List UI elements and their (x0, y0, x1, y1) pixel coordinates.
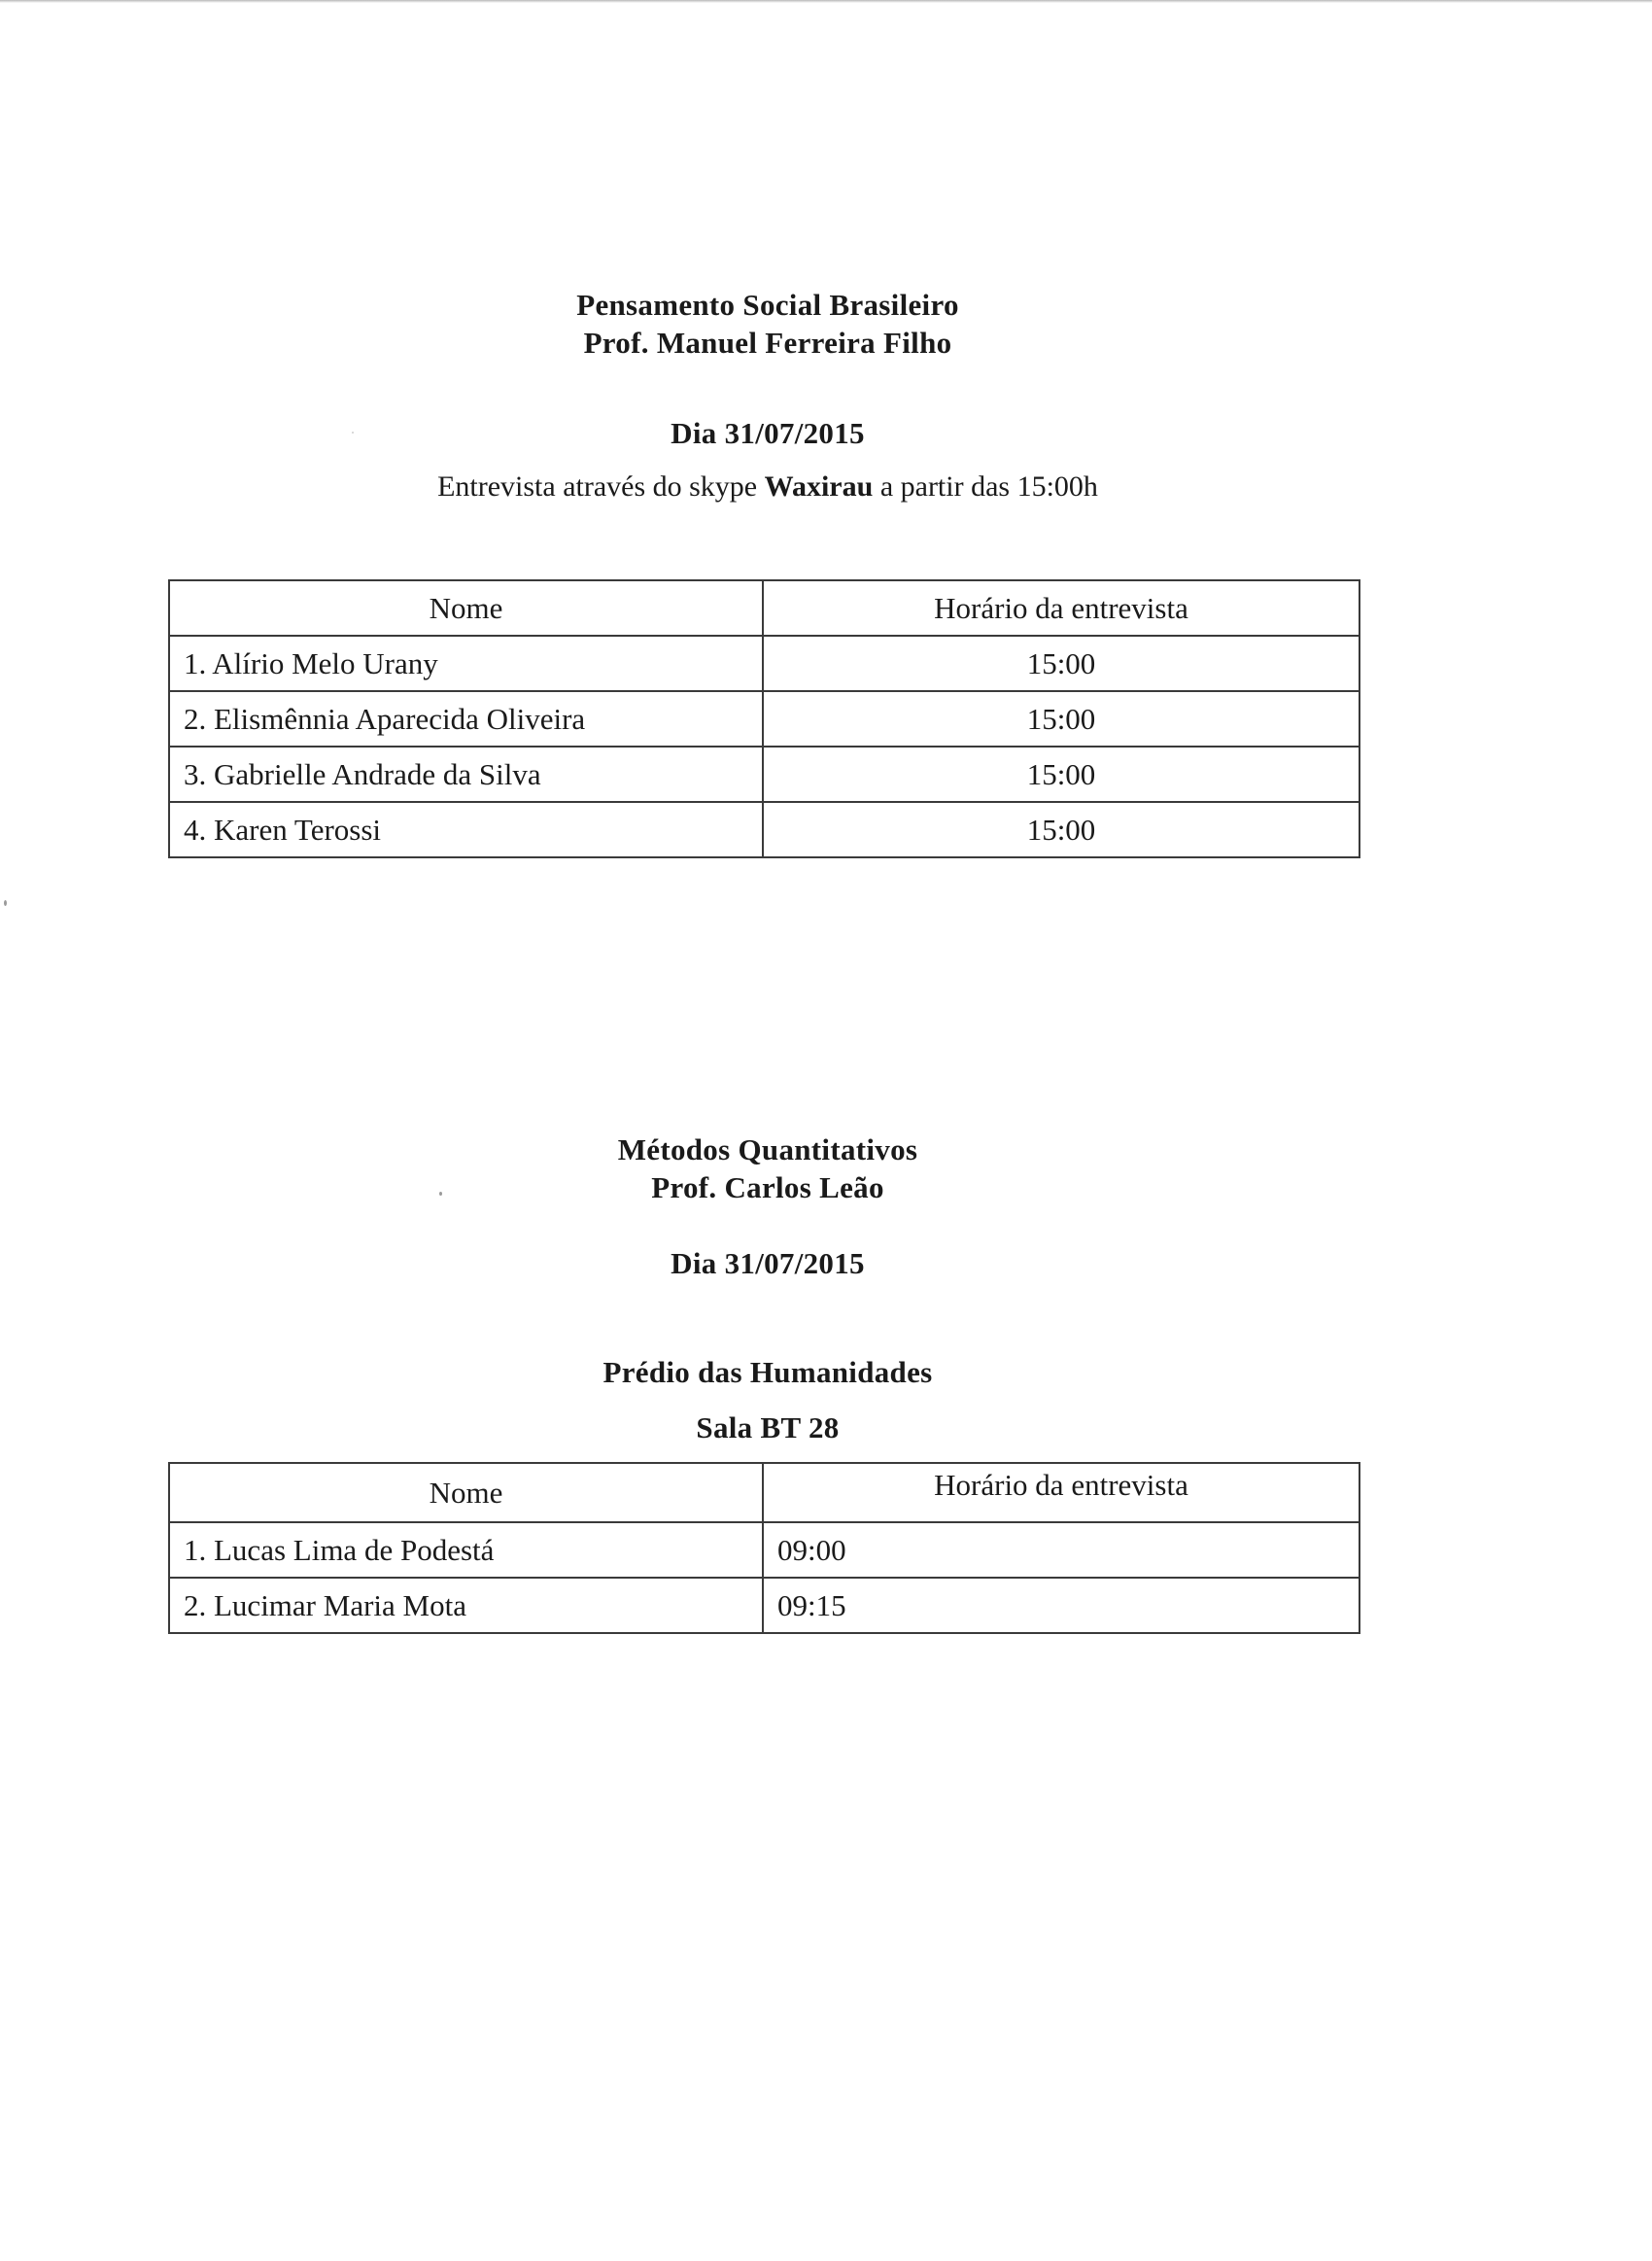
section1-note (0, 470, 1535, 504)
row-name: 4. Karen Terossi (169, 802, 763, 857)
section1-professor: Prof. Manuel Ferreira Filho (583, 326, 952, 360)
section2-room: Sala BT 28 (696, 1410, 840, 1444)
section1-date: Dia 31/07/2015 (671, 416, 865, 450)
table-row (169, 747, 1359, 802)
table-header-row (169, 580, 1359, 636)
scan-speck (352, 432, 354, 434)
section2-date: Dia 31/07/2015 (671, 1246, 865, 1280)
row-time: 15:00 (763, 802, 1359, 857)
section1-note-suffix: a partir das 15:00h (873, 470, 1098, 503)
row-time: 15:00 (763, 636, 1359, 691)
table-row (169, 1578, 1359, 1633)
row-name: 3. Gabrielle Andrade da Silva (169, 747, 763, 802)
section2-building: Prédio das Humanidades (602, 1355, 933, 1389)
section1-skype-id: Waxirau (764, 470, 874, 503)
section1-title: Pensamento Social Brasileiro (576, 288, 959, 322)
section2-professor: Prof. Carlos Leão (651, 1170, 884, 1204)
table-row (169, 802, 1359, 857)
table-row (169, 636, 1359, 691)
row-time: 09:15 (763, 1578, 1359, 1633)
row-name: 1. Lucas Lima de Podestá (169, 1522, 763, 1578)
row-name: 1. Alírio Melo Urany (169, 636, 763, 691)
section2-title: Métodos Quantitativos (617, 1132, 918, 1166)
row-name: 2. Elismênnia Aparecida Oliveira (169, 691, 763, 747)
row-time: 15:00 (763, 691, 1359, 747)
table-row (169, 691, 1359, 747)
table-row (169, 1522, 1359, 1578)
column-header-name: Nome (169, 1463, 763, 1522)
column-header-name: Nome (169, 580, 763, 636)
table-header-row (169, 1463, 1359, 1522)
scan-speck (439, 1192, 442, 1196)
column-header-time: Horário da entrevista (763, 1463, 1359, 1522)
row-time: 09:00 (763, 1522, 1359, 1578)
scan-edge (0, 0, 1652, 3)
column-header-time: Horário da entrevista (763, 580, 1359, 636)
row-time: 15:00 (763, 747, 1359, 802)
row-name: 2. Lucimar Maria Mota (169, 1578, 763, 1633)
section1-table (168, 579, 1360, 858)
section1-note-prefix: Entrevista através do skype (437, 470, 765, 503)
section2-table (168, 1462, 1360, 1634)
scan-speck (4, 900, 7, 906)
